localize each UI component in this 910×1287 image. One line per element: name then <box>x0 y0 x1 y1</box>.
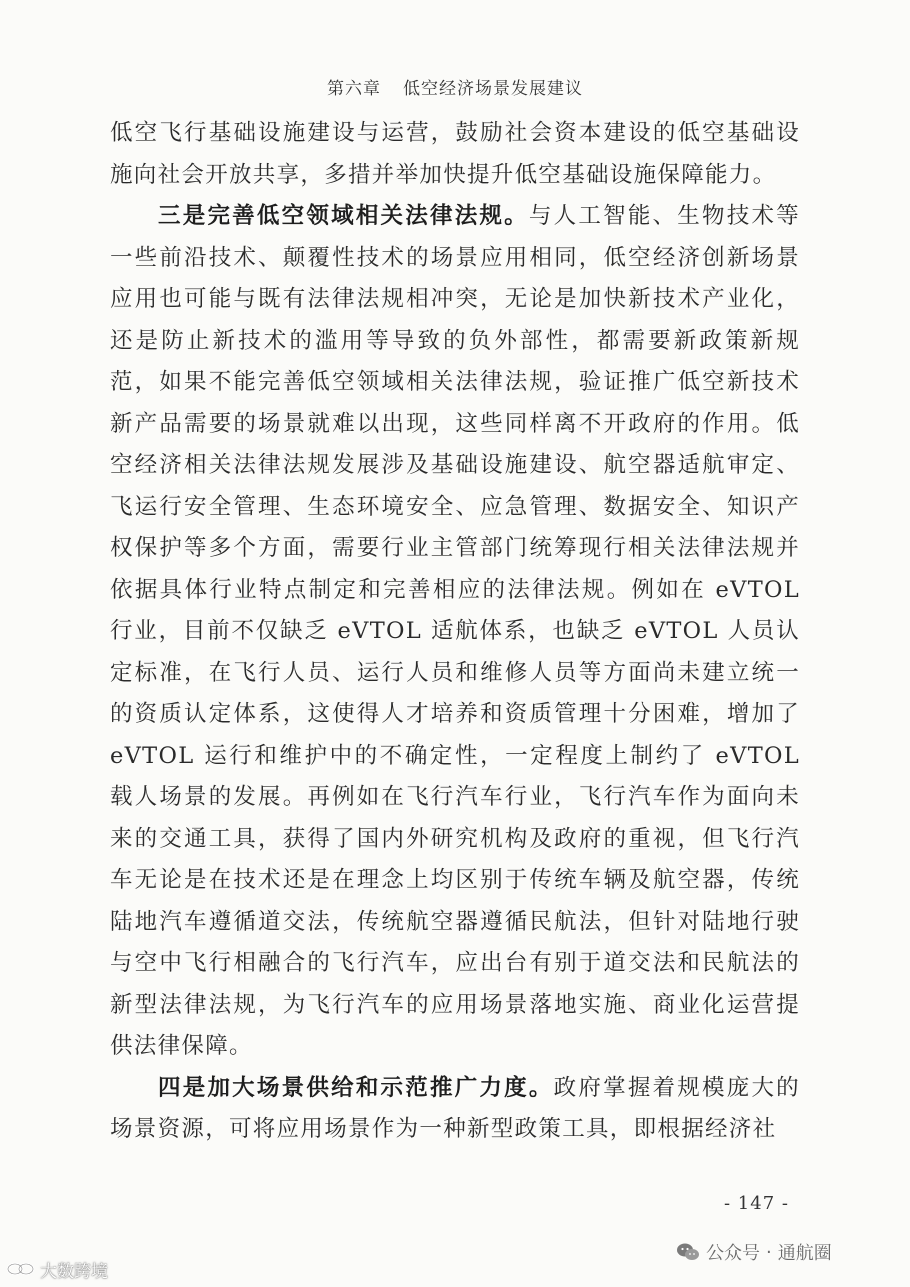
paragraph-scenarios <box>110 1068 800 1151</box>
chapter-number: 第六章 <box>327 79 381 99</box>
watermark-left <box>6 1256 108 1282</box>
paragraph-heading-scenarios: 四是加大场景供给和示范推广力度。 <box>158 1074 554 1101</box>
chapter-title: 低空经济场景发展建议 <box>403 79 583 99</box>
paragraph-heading-laws: 三是完善低空领域相关法律法规。 <box>158 203 529 229</box>
watermark-account-label: 公众号 <box>706 1243 760 1264</box>
paragraph-body-laws: 与人工智能、生物技术等一些前沿技术、颠覆性技术的场景应用相同，低空经济创新场景应用也可能与既有法律法规相冲突，无论是加快新技术产业化，还是防止新技术的滥用等导致的负外部性，都需要新政策新规范，如果不能完善低空领域相关法律法规，验证推广低空新技术新产品需要的场景就难以出现，这些同样离不开政府的作用。低空经济相关法律法规发展涉及基础设施建设、航空器适航审定、飞运行安全管理、生态环境安全、应急管理、数据安全、知识产权保护等多个方面，需要行业主管部门统筹现行相关法律法规并依据具体行业特点制定和完善相应的法律法规。例如在 eVTOL 行业，目前不仅缺乏 eVTOL 适航体系，也缺乏 eVTOL 人员认定标准，在飞行人员、运行人员和维修人员等方面尚未建立统一的资质认定体系，这使得人才培养和资质管理十分困难，增加了 eVTOL 运行和维护中的不确定性，一定程度上制约了 eVTOL 载人场景的发展。再例如在飞行汽车行业，飞行汽车作为面向未来的交通工具，获得了国内外研究机构及政府的重视，但飞行汽车无论是在技术还是在理念上均区别于传统车辆及航空器，传统陆地汽车遵循道交法，传统航空器遵循民航法，但针对陆地行驶与空中飞行相融合的飞行汽车，应出台有别于道交法和民航法的新型法律法规，为飞行汽车的应用场景落地实施、商业化运营提供法律保障。 <box>110 203 800 1059</box>
paragraph-laws <box>110 196 800 1068</box>
wechat-icon <box>676 1241 700 1263</box>
watermark-separator: · <box>766 1241 772 1263</box>
body-text <box>110 113 800 1151</box>
chain-link-icon <box>6 1259 36 1279</box>
watermark-left-text: 大数跨境 <box>40 1261 108 1282</box>
page-number: - 147 - <box>724 1193 789 1214</box>
watermark-account-name: 通航圈 <box>777 1243 832 1264</box>
running-header <box>0 74 910 99</box>
paragraph-continued: 低空飞行基础设施建设与运营，鼓励社会资本建设的低空基础设施向社会开放共享，多措并举加快提升低空基础设施保障能力。 <box>110 120 800 188</box>
paragraph-body-scenarios: 政府掌握着规模庞大的场景资源，可将应用场景作为一种新型政策工具，即根据经济社 <box>110 1074 800 1142</box>
watermark-right <box>676 1238 832 1266</box>
